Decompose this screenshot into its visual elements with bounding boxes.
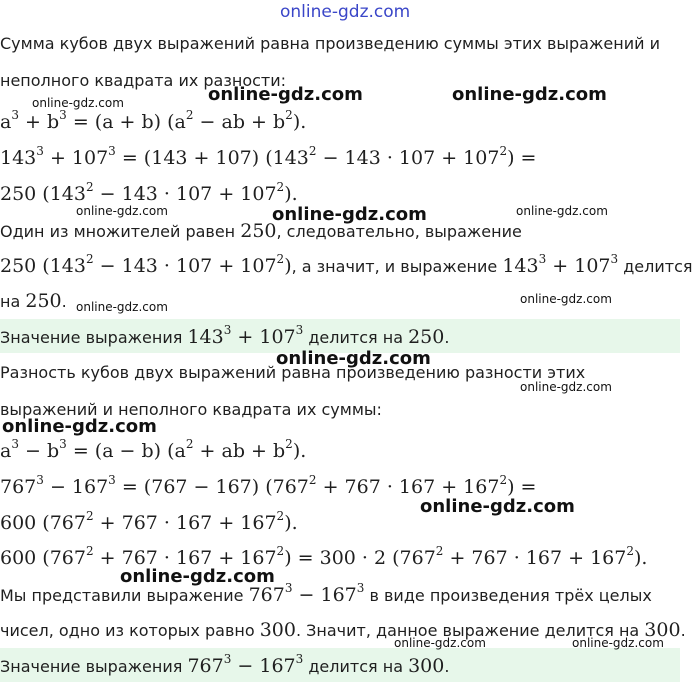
watermark-3: online-gdz.com [452,84,607,105]
part1-answer: Значение выражения $143^3 + 107^3$ делится на 250. [0,323,450,348]
part2-calc3: 600 $(767^2 + 767 \cdot 167 + 167^2) = 300 \cdot 2$ $(767^2 + 767 \cdot 167 + 167^2)$. [0,544,648,569]
part2-calc2: 600 $(767^2 + 767 \cdot 167 + 167^2)$. [0,509,298,534]
watermark-8: online-gdz.com [520,292,612,306]
part2-intro-line2: выражений и неполного квадрата их суммы: [0,400,382,419]
part1-calc1: $143^3 + 107^3 = (143 + 107) (143^2 - 143 \cdot 107 + 107^2)$ = [0,144,537,169]
part2-intro-line1: Разность кубов двух выражений равна произведению разности этих [0,363,586,382]
part2-calc1: $767^3 - 167^3 = (767 - 167) (767^2 + 767 \cdot 167 + 167^2)$ = [0,473,537,498]
part2-conclude-line1: Мы представили выражение $767^3 - 167^3$ в виде произведения трёх целых [0,581,652,606]
watermark-15: online-gdz.com [572,636,664,650]
part1-formula: $a^3 + b^3 = (a + b) (a^2$ − ab + $b^2$). [0,108,307,133]
part2-formula: $a^3 - b^3 = (a - b) (a^2$ + ab + $b^2$). [0,437,307,462]
part1-conclude-line1: Один из множителей равен 250, следовательно, выражение [0,220,522,242]
watermark-6: online-gdz.com [516,204,608,218]
watermark-2: online-gdz.com [208,84,363,105]
watermark-5: online-gdz.com [272,204,427,225]
part1-calc2: 250 $(143^2 - 143 \cdot 107 + 107^2)$. [0,180,298,205]
watermark-1: online-gdz.com [32,96,124,110]
watermark-11: online-gdz.com [2,416,157,437]
watermark-7: online-gdz.com [76,300,168,314]
watermark-top: online-gdz.com [280,2,411,22]
watermark-9: online-gdz.com [276,348,431,369]
watermark-13: online-gdz.com [120,566,275,587]
watermark-10: online-gdz.com [520,380,612,394]
part1-intro-line1: Сумма кубов двух выражений равна произведению суммы этих выражений и [0,34,660,53]
part2-answer: Значение выражения $767^3 - 167^3$ делится на 300. [0,652,450,677]
part2-conclude-line2: чисел, одно из которых равно 300. Значит, данное выражение делится на 300. [0,619,686,641]
part1-conclude-line3: на 250. [0,290,67,312]
part1-conclude-line2: 250 $(143^2 - 143 \cdot 107 + 107^2)$, а значит, и выражение $143^3 + 107^3$ делится [0,252,693,277]
watermark-4: online-gdz.com [76,204,168,218]
watermark-14: online-gdz.com [394,636,486,650]
part1-intro-line2: неполного квадрата их разности: [0,71,287,90]
watermark-12: online-gdz.com [420,496,575,517]
